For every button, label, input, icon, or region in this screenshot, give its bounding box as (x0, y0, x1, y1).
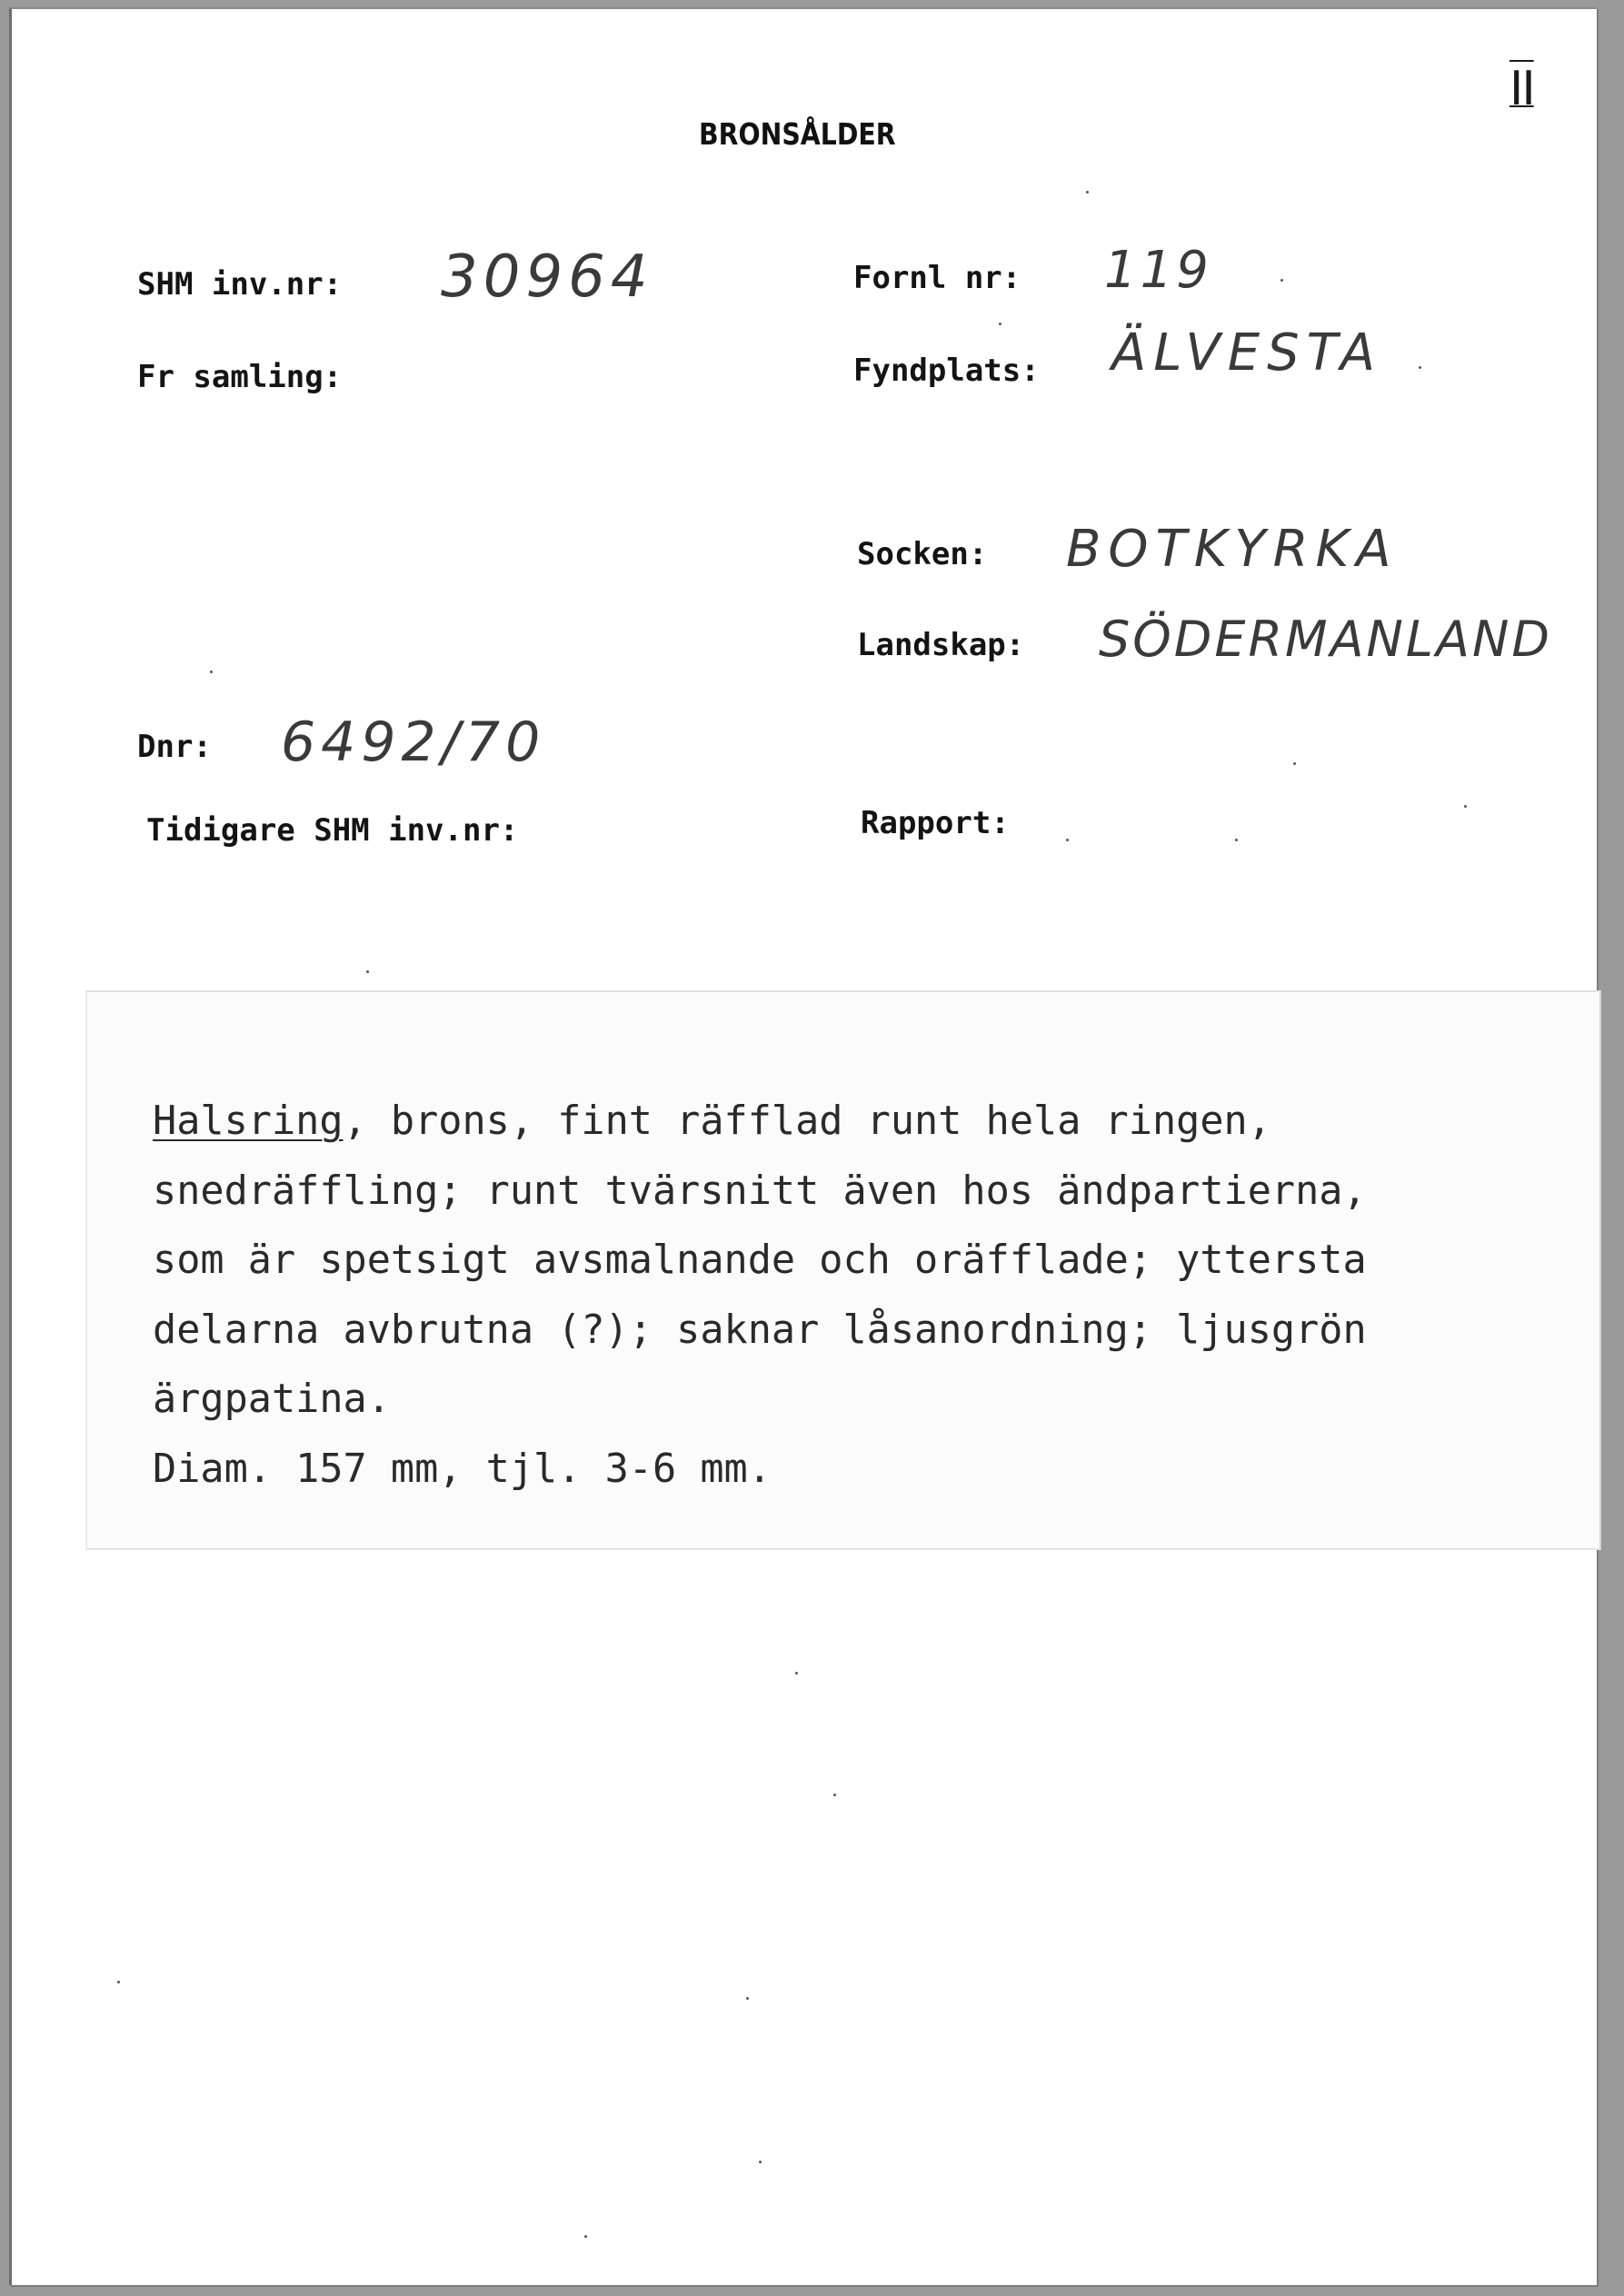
description-line: snedräffling; runt tvärsnitt även hos ändpartierna, (153, 1168, 1367, 1214)
description-text: , brons, fint räfflad runt hela ringen, (343, 1098, 1271, 1144)
rapport-label: Rapport: (861, 805, 1010, 841)
description-line: som är spetsigt avsmalnande och oräfflade; yttersta (153, 1237, 1367, 1283)
speck (1235, 839, 1238, 841)
speck (759, 2161, 762, 2163)
landskap-value: SÖDERMANLAND (1099, 611, 1552, 668)
shm-inv-nr-value: 30964 (441, 244, 653, 311)
dnr-label: Dnr: (137, 729, 212, 765)
speck (210, 671, 213, 673)
speck (1086, 191, 1089, 194)
speck (584, 2235, 587, 2238)
speck (795, 1672, 798, 1675)
object-type: Halsring (153, 1098, 344, 1144)
tidigare-shm-inv-nr-label: Tidigare SHM inv.nr: (146, 812, 519, 849)
fr-samling-label: Fr samling: (137, 359, 343, 395)
speck (1464, 805, 1467, 808)
dnr-value: 6492/70 (281, 711, 546, 774)
socken-label: Socken: (857, 536, 988, 572)
speck (999, 323, 1001, 325)
card-number: II (1509, 62, 1534, 116)
speck (1293, 762, 1296, 765)
speck (1419, 366, 1421, 369)
fornl-nr-value: 119 (1104, 241, 1212, 300)
shm-inv-nr-label: SHM inv.nr: (137, 266, 343, 303)
description-line: ärgpatina. (153, 1377, 391, 1422)
speck (833, 1794, 836, 1796)
fyndplats-label: Fyndplats: (853, 353, 1040, 389)
card-title: BRONSÅLDER (699, 116, 896, 152)
fornl-nr-label: Fornl nr: (853, 260, 1021, 296)
speck (1066, 839, 1069, 841)
object-description (153, 1087, 1367, 1504)
speck (746, 1997, 749, 2000)
description-line: delarna avbrutna (?); saknar låsanordning; ljusgrön (153, 1307, 1367, 1353)
fyndplats-value: ÄLVESTA (1111, 323, 1383, 383)
socken-value: BOTKYRKA (1066, 520, 1399, 579)
dimensions-line: Diam. 157 mm, tjl. 3-6 mm. (153, 1446, 772, 1492)
speck (1280, 279, 1283, 282)
description-line (153, 1087, 1367, 1157)
speck (366, 970, 369, 973)
landskap-label: Landskap: (857, 627, 1025, 663)
speck (117, 1981, 120, 1983)
